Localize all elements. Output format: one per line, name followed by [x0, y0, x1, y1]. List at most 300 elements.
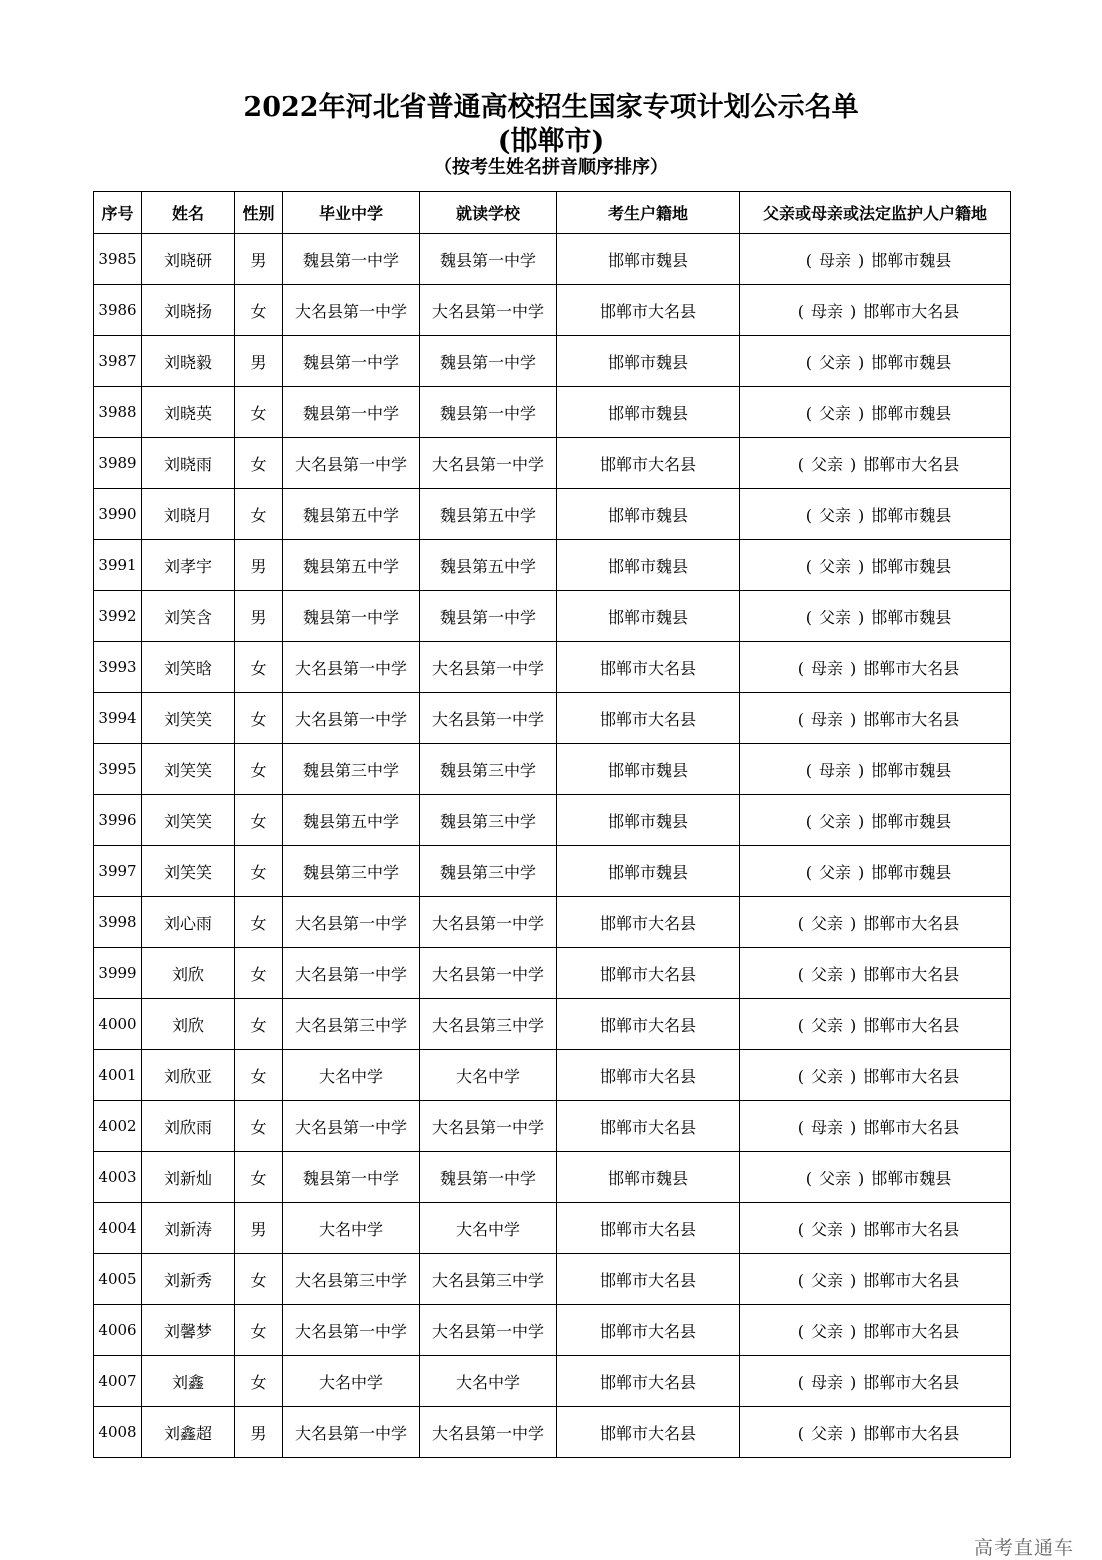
cell-name: 刘心雨 — [142, 897, 235, 948]
cell-grad-school: 大名中学 — [283, 1356, 420, 1407]
cell-guardian-hukou — [740, 642, 1011, 693]
cell-gender: 女 — [235, 1254, 283, 1305]
cell-grad-school: 大名县第一中学 — [283, 948, 420, 999]
cell-seq: 4002 — [94, 1101, 142, 1152]
cell-name: 刘鑫 — [142, 1356, 235, 1407]
table-row — [94, 1356, 1011, 1407]
cell-guardian-hukou — [740, 285, 1011, 336]
cell-hukou: 邯郸市魏县 — [557, 1152, 740, 1203]
cell-guardian-hukou — [740, 846, 1011, 897]
guardian-relation: 父亲 — [810, 1321, 843, 1341]
cell-name: 刘笑含 — [142, 591, 235, 642]
guardian-relation: 父亲 — [818, 607, 851, 627]
paren-close: ) — [858, 1168, 865, 1188]
guardian-info — [799, 248, 952, 271]
table-row — [94, 489, 1011, 540]
cell-hukou: 邯郸市魏县 — [557, 234, 740, 285]
guardian-info — [791, 1064, 960, 1087]
cell-seq: 3986 — [94, 285, 142, 336]
cell-grad-school: 魏县第五中学 — [283, 540, 420, 591]
cell-gender: 女 — [235, 1356, 283, 1407]
guardian-relation: 父亲 — [810, 1423, 843, 1443]
guardian-place: 邯郸市大名县 — [863, 1015, 960, 1035]
cell-guardian-hukou — [740, 999, 1011, 1050]
cell-guardian-hukou — [740, 1407, 1011, 1458]
table-row — [94, 438, 1011, 489]
cell-name: 刘晓雨 — [142, 438, 235, 489]
paren-close: ) — [858, 505, 865, 525]
cell-gender: 女 — [235, 846, 283, 897]
cell-hukou: 邯郸市大名县 — [557, 285, 740, 336]
header-guardian-hukou: 父亲或母亲或法定监护人户籍地 — [740, 192, 1011, 234]
cell-name: 刘晓英 — [142, 387, 235, 438]
cell-grad-school: 魏县第五中学 — [283, 795, 420, 846]
cell-gender: 女 — [235, 1050, 283, 1101]
cell-hukou: 邯郸市魏县 — [557, 744, 740, 795]
paren-open: ( — [797, 1066, 804, 1086]
guardian-info — [791, 962, 960, 985]
cell-guardian-hukou — [740, 1101, 1011, 1152]
cell-current-school: 魏县第五中学 — [420, 489, 557, 540]
paren-open: ( — [797, 1321, 804, 1341]
paren-close: ) — [858, 352, 865, 372]
guardian-relation: 父亲 — [810, 454, 843, 474]
paren-open: ( — [797, 658, 804, 678]
paren-open: ( — [797, 454, 804, 474]
table-row — [94, 1305, 1011, 1356]
cell-name: 刘欣雨 — [142, 1101, 235, 1152]
cell-grad-school: 大名县第三中学 — [283, 1254, 420, 1305]
cell-guardian-hukou — [740, 234, 1011, 285]
paren-open: ( — [797, 1372, 804, 1392]
cell-grad-school: 大名县第三中学 — [283, 999, 420, 1050]
paren-close: ) — [850, 1423, 857, 1443]
guardian-relation: 母亲 — [810, 1372, 843, 1392]
cell-gender: 女 — [235, 1152, 283, 1203]
guardian-info — [799, 860, 952, 883]
cell-seq: 3991 — [94, 540, 142, 591]
cell-hukou: 邯郸市魏县 — [557, 336, 740, 387]
document-city: (邯郸市) — [497, 126, 605, 157]
cell-gender: 女 — [235, 897, 283, 948]
cell-grad-school: 魏县第一中学 — [283, 1152, 420, 1203]
paren-close: ) — [850, 1117, 857, 1137]
document-title: 2022年河北省普通高校招生国家专项计划公示名单 — [243, 92, 859, 123]
paren-close: ) — [850, 913, 857, 933]
paren-close: ) — [850, 1372, 857, 1392]
cell-hukou: 邯郸市魏县 — [557, 846, 740, 897]
paren-open: ( — [797, 1015, 804, 1035]
guardian-relation: 父亲 — [818, 352, 851, 372]
guardian-place: 邯郸市魏县 — [871, 1168, 952, 1188]
cell-guardian-hukou — [740, 948, 1011, 999]
cell-seq: 4006 — [94, 1305, 142, 1356]
cell-name: 刘晓扬 — [142, 285, 235, 336]
cell-name: 刘鑫超 — [142, 1407, 235, 1458]
cell-grad-school: 魏县第一中学 — [283, 387, 420, 438]
guardian-relation: 父亲 — [818, 1168, 851, 1188]
guardian-info — [799, 809, 952, 832]
paren-close: ) — [858, 862, 865, 882]
guardian-place: 邯郸市大名县 — [863, 709, 960, 729]
guardian-place: 邯郸市魏县 — [871, 556, 952, 576]
paren-open: ( — [805, 862, 812, 882]
cell-seq: 3985 — [94, 234, 142, 285]
paren-close: ) — [850, 964, 857, 984]
table-row — [94, 591, 1011, 642]
guardian-relation: 父亲 — [818, 811, 851, 831]
guardian-relation: 父亲 — [818, 505, 851, 525]
guardian-info — [799, 503, 952, 526]
guardian-place: 邯郸市大名县 — [863, 964, 960, 984]
cell-hukou: 邯郸市大名县 — [557, 1305, 740, 1356]
paren-close: ) — [850, 1321, 857, 1341]
paren-close: ) — [858, 556, 865, 576]
guardian-info — [791, 1217, 960, 1240]
guardian-place: 邯郸市大名县 — [863, 1270, 960, 1290]
cell-seq: 3992 — [94, 591, 142, 642]
paren-close: ) — [850, 454, 857, 474]
cell-grad-school: 魏县第三中学 — [283, 744, 420, 795]
cell-gender: 女 — [235, 693, 283, 744]
watermark: 高考直通车 — [973, 1537, 1074, 1559]
cell-name: 刘晓月 — [142, 489, 235, 540]
table-row — [94, 1203, 1011, 1254]
cell-seq: 3993 — [94, 642, 142, 693]
cell-hukou: 邯郸市大名县 — [557, 1407, 740, 1458]
cell-name: 刘新灿 — [142, 1152, 235, 1203]
cell-guardian-hukou — [740, 1152, 1011, 1203]
guardian-info — [791, 911, 960, 934]
cell-seq: 4000 — [94, 999, 142, 1050]
guardian-place: 邯郸市魏县 — [871, 811, 952, 831]
guardian-place: 邯郸市魏县 — [871, 862, 952, 882]
guardian-relation: 母亲 — [810, 658, 843, 678]
table-row — [94, 1050, 1011, 1101]
paren-open: ( — [797, 964, 804, 984]
guardian-relation: 父亲 — [818, 403, 851, 423]
table-row — [94, 1101, 1011, 1152]
cell-hukou: 邯郸市大名县 — [557, 1203, 740, 1254]
paren-open: ( — [797, 913, 804, 933]
guardian-info — [791, 1370, 960, 1393]
header-hukou: 考生户籍地 — [557, 192, 740, 234]
cell-name: 刘欣亚 — [142, 1050, 235, 1101]
cell-gender: 女 — [235, 489, 283, 540]
guardian-place: 邯郸市大名县 — [863, 1321, 960, 1341]
guardian-place: 邯郸市魏县 — [871, 505, 952, 525]
table-row — [94, 693, 1011, 744]
cell-hukou: 邯郸市大名县 — [557, 1254, 740, 1305]
cell-guardian-hukou — [740, 1305, 1011, 1356]
cell-name: 刘欣 — [142, 948, 235, 999]
cell-grad-school: 大名县第一中学 — [283, 1407, 420, 1458]
paren-close: ) — [850, 1066, 857, 1086]
header-grad-school: 毕业中学 — [283, 192, 420, 234]
cell-current-school: 魏县第三中学 — [420, 795, 557, 846]
cell-hukou: 邯郸市大名县 — [557, 438, 740, 489]
cell-hukou: 邯郸市大名县 — [557, 948, 740, 999]
table-row — [94, 540, 1011, 591]
paren-open: ( — [797, 709, 804, 729]
cell-gender: 女 — [235, 1305, 283, 1356]
guardian-relation: 父亲 — [810, 1066, 843, 1086]
header-name: 姓名 — [142, 192, 235, 234]
cell-hukou: 邯郸市魏县 — [557, 795, 740, 846]
table-row — [94, 948, 1011, 999]
cell-guardian-hukou — [740, 1356, 1011, 1407]
cell-grad-school: 魏县第一中学 — [283, 591, 420, 642]
table-row — [94, 1152, 1011, 1203]
cell-grad-school: 大名县第一中学 — [283, 693, 420, 744]
cell-seq: 3997 — [94, 846, 142, 897]
cell-grad-school: 大名县第一中学 — [283, 1305, 420, 1356]
guardian-place: 邯郸市魏县 — [871, 760, 952, 780]
cell-hukou: 邯郸市魏县 — [557, 489, 740, 540]
cell-seq: 3994 — [94, 693, 142, 744]
admission-list-table — [93, 191, 1011, 1458]
cell-guardian-hukou — [740, 897, 1011, 948]
table-row — [94, 846, 1011, 897]
cell-current-school: 魏县第一中学 — [420, 234, 557, 285]
cell-guardian-hukou — [740, 693, 1011, 744]
cell-grad-school: 魏县第三中学 — [283, 846, 420, 897]
guardian-relation: 母亲 — [810, 709, 843, 729]
guardian-info — [791, 452, 960, 475]
cell-guardian-hukou — [740, 438, 1011, 489]
cell-seq: 3989 — [94, 438, 142, 489]
guardian-info — [799, 401, 952, 424]
cell-current-school: 大名县第三中学 — [420, 1254, 557, 1305]
cell-seq: 4003 — [94, 1152, 142, 1203]
guardian-info — [791, 707, 960, 730]
cell-grad-school: 魏县第一中学 — [283, 234, 420, 285]
guardian-place: 邯郸市大名县 — [863, 913, 960, 933]
cell-guardian-hukou — [740, 1203, 1011, 1254]
paren-close: ) — [850, 658, 857, 678]
cell-hukou: 邯郸市大名县 — [557, 1101, 740, 1152]
table-row — [94, 744, 1011, 795]
paren-close: ) — [858, 403, 865, 423]
cell-guardian-hukou — [740, 1254, 1011, 1305]
cell-current-school: 魏县第一中学 — [420, 1152, 557, 1203]
cell-grad-school: 魏县第五中学 — [283, 489, 420, 540]
cell-current-school: 大名中学 — [420, 1356, 557, 1407]
cell-current-school: 大名县第一中学 — [420, 1101, 557, 1152]
cell-grad-school: 大名中学 — [283, 1203, 420, 1254]
guardian-place: 邯郸市大名县 — [863, 1117, 960, 1137]
cell-hukou: 邯郸市魏县 — [557, 540, 740, 591]
guardian-relation: 母亲 — [818, 760, 851, 780]
cell-gender: 男 — [235, 1407, 283, 1458]
cell-guardian-hukou — [740, 1050, 1011, 1101]
cell-seq: 3988 — [94, 387, 142, 438]
cell-current-school: 大名县第一中学 — [420, 1407, 557, 1458]
cell-hukou: 邯郸市大名县 — [557, 1356, 740, 1407]
table-row — [94, 387, 1011, 438]
table-row — [94, 897, 1011, 948]
guardian-relation: 父亲 — [810, 1270, 843, 1290]
cell-grad-school: 大名县第一中学 — [283, 897, 420, 948]
guardian-relation: 父亲 — [810, 964, 843, 984]
cell-grad-school: 魏县第一中学 — [283, 336, 420, 387]
cell-current-school: 魏县第三中学 — [420, 744, 557, 795]
cell-current-school: 大名县第一中学 — [420, 693, 557, 744]
guardian-info — [799, 554, 952, 577]
paren-open: ( — [805, 403, 812, 423]
guardian-info — [791, 1268, 960, 1291]
cell-guardian-hukou — [740, 744, 1011, 795]
sort-note: （按考生姓名拼音顺序排序） — [434, 157, 668, 178]
cell-guardian-hukou — [740, 591, 1011, 642]
guardian-place: 邯郸市大名县 — [863, 658, 960, 678]
header-seq: 序号 — [94, 192, 142, 234]
cell-name: 刘晓毅 — [142, 336, 235, 387]
cell-name: 刘新秀 — [142, 1254, 235, 1305]
cell-name: 刘笑笑 — [142, 846, 235, 897]
table-header-row — [94, 192, 1011, 234]
paren-close: ) — [850, 709, 857, 729]
cell-gender: 女 — [235, 999, 283, 1050]
cell-current-school: 魏县第一中学 — [420, 591, 557, 642]
cell-current-school: 魏县第一中学 — [420, 336, 557, 387]
paren-open: ( — [805, 556, 812, 576]
paren-close: ) — [850, 1219, 857, 1239]
cell-name: 刘笑笑 — [142, 693, 235, 744]
cell-gender: 女 — [235, 387, 283, 438]
cell-gender: 女 — [235, 744, 283, 795]
guardian-place: 邯郸市魏县 — [871, 250, 952, 270]
cell-current-school: 大名县第三中学 — [420, 999, 557, 1050]
guardian-relation: 父亲 — [810, 1219, 843, 1239]
cell-gender: 女 — [235, 438, 283, 489]
paren-close: ) — [850, 301, 857, 321]
paren-open: ( — [805, 607, 812, 627]
table-body — [94, 234, 1011, 1458]
paren-open: ( — [797, 1423, 804, 1443]
cell-name: 刘欣 — [142, 999, 235, 1050]
cell-name: 刘新涛 — [142, 1203, 235, 1254]
cell-current-school: 大名县第一中学 — [420, 1305, 557, 1356]
guardian-relation: 父亲 — [810, 1015, 843, 1035]
cell-seq: 3990 — [94, 489, 142, 540]
cell-name: 刘笑笑 — [142, 795, 235, 846]
paren-close: ) — [858, 607, 865, 627]
cell-current-school: 魏县第五中学 — [420, 540, 557, 591]
cell-seq: 3987 — [94, 336, 142, 387]
guardian-place: 邯郸市魏县 — [871, 607, 952, 627]
cell-hukou: 邯郸市大名县 — [557, 897, 740, 948]
cell-hukou: 邯郸市大名县 — [557, 999, 740, 1050]
cell-current-school: 大名中学 — [420, 1050, 557, 1101]
paren-close: ) — [858, 760, 865, 780]
guardian-place: 邯郸市大名县 — [863, 1423, 960, 1443]
cell-guardian-hukou — [740, 540, 1011, 591]
guardian-info — [791, 1319, 960, 1342]
cell-grad-school: 大名县第一中学 — [283, 438, 420, 489]
cell-grad-school: 大名中学 — [283, 1050, 420, 1101]
cell-gender: 男 — [235, 591, 283, 642]
guardian-info — [791, 1115, 960, 1138]
cell-gender: 女 — [235, 795, 283, 846]
guardian-place: 邯郸市魏县 — [871, 403, 952, 423]
table-row — [94, 999, 1011, 1050]
cell-guardian-hukou — [740, 387, 1011, 438]
guardian-place: 邯郸市大名县 — [863, 301, 960, 321]
cell-hukou: 邯郸市魏县 — [557, 591, 740, 642]
cell-gender: 女 — [235, 948, 283, 999]
cell-seq: 3998 — [94, 897, 142, 948]
cell-hukou: 邯郸市大名县 — [557, 642, 740, 693]
cell-gender: 女 — [235, 285, 283, 336]
guardian-relation: 母亲 — [810, 1117, 843, 1137]
paren-open: ( — [797, 1117, 804, 1137]
paren-open: ( — [805, 250, 812, 270]
table-row — [94, 234, 1011, 285]
guardian-place: 邯郸市大名县 — [863, 1219, 960, 1239]
guardian-info — [791, 656, 960, 679]
guardian-relation: 父亲 — [818, 556, 851, 576]
cell-name: 刘孝宇 — [142, 540, 235, 591]
guardian-relation: 母亲 — [810, 301, 843, 321]
table-row — [94, 336, 1011, 387]
paren-close: ) — [850, 1015, 857, 1035]
header-current-school: 就读学校 — [420, 192, 557, 234]
cell-current-school: 大名县第一中学 — [420, 948, 557, 999]
cell-hukou: 邯郸市魏县 — [557, 387, 740, 438]
cell-grad-school: 大名县第一中学 — [283, 1101, 420, 1152]
cell-guardian-hukou — [740, 336, 1011, 387]
table-row — [94, 642, 1011, 693]
cell-gender: 女 — [235, 642, 283, 693]
cell-guardian-hukou — [740, 795, 1011, 846]
guardian-place: 邯郸市大名县 — [863, 454, 960, 474]
cell-gender: 男 — [235, 336, 283, 387]
cell-current-school: 大名县第一中学 — [420, 897, 557, 948]
paren-open: ( — [805, 352, 812, 372]
guardian-place: 邯郸市大名县 — [863, 1066, 960, 1086]
cell-gender: 男 — [235, 234, 283, 285]
cell-seq: 3999 — [94, 948, 142, 999]
guardian-place: 邯郸市大名县 — [863, 1372, 960, 1392]
table-row — [94, 285, 1011, 336]
paren-open: ( — [797, 301, 804, 321]
cell-current-school: 大名中学 — [420, 1203, 557, 1254]
cell-hukou: 邯郸市大名县 — [557, 1050, 740, 1101]
cell-current-school: 魏县第三中学 — [420, 846, 557, 897]
guardian-info — [799, 1166, 952, 1189]
cell-current-school: 魏县第一中学 — [420, 387, 557, 438]
cell-name: 刘晓研 — [142, 234, 235, 285]
cell-seq: 4007 — [94, 1356, 142, 1407]
cell-gender: 男 — [235, 540, 283, 591]
cell-seq: 4004 — [94, 1203, 142, 1254]
header-gender: 性别 — [235, 192, 283, 234]
cell-name: 刘馨梦 — [142, 1305, 235, 1356]
guardian-info — [791, 1013, 960, 1036]
guardian-relation: 母亲 — [818, 250, 851, 270]
cell-current-school: 大名县第一中学 — [420, 438, 557, 489]
cell-name: 刘笑晗 — [142, 642, 235, 693]
table-row — [94, 1254, 1011, 1305]
cell-current-school: 大名县第一中学 — [420, 285, 557, 336]
table-row — [94, 795, 1011, 846]
guardian-info — [799, 758, 952, 781]
cell-hukou: 邯郸市大名县 — [557, 693, 740, 744]
guardian-info — [791, 299, 960, 322]
paren-open: ( — [805, 811, 812, 831]
cell-grad-school: 大名县第一中学 — [283, 642, 420, 693]
